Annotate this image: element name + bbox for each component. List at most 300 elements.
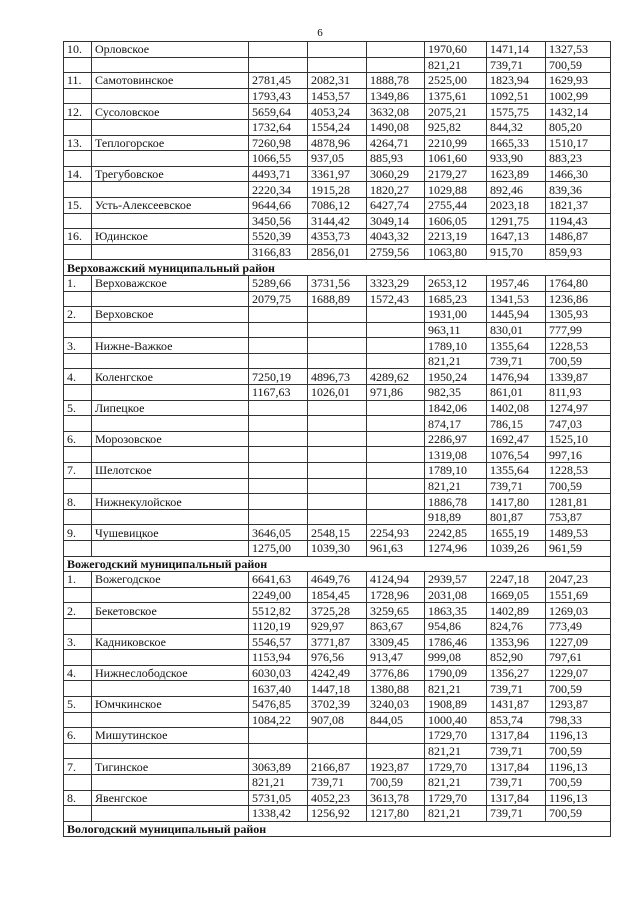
value-cell-6: 961,59 [546,541,611,557]
tariff-table [63,41,611,837]
settlement-name [92,385,249,401]
value-cell-5: 824,76 [487,618,546,634]
value-cell-5: 739,71 [487,57,546,73]
row-number: 7. [64,759,92,775]
value-cell-5: 1291,75 [487,213,546,229]
value-cell-6: 1236,86 [546,291,611,307]
table-row-secondary [64,119,611,135]
value-cell-3: 844,05 [367,712,425,728]
settlement-name: Нижнекулойское [92,494,249,510]
table-row [64,135,611,151]
value-cell-1: 1275,00 [249,541,308,557]
value-cell-6: 1629,93 [546,73,611,89]
value-cell-3 [367,353,425,369]
value-cell-5: 739,71 [487,743,546,759]
value-cell-5: 1623,89 [487,166,546,182]
value-cell-2 [308,431,367,447]
value-cell-6: 839,36 [546,182,611,198]
value-cell-6: 1489,53 [546,525,611,541]
value-cell-6: 777,99 [546,322,611,338]
value-cell-6: 1551,69 [546,587,611,603]
value-cell-1 [249,322,308,338]
value-cell-2: 1688,89 [308,291,367,307]
value-cell-4: 1970,60 [425,42,487,58]
value-cell-1: 1732,64 [249,119,308,135]
value-cell-2: 4649,76 [308,572,367,588]
row-number: 6. [64,431,92,447]
value-cell-5: 1476,94 [487,369,546,385]
value-cell-4: 918,89 [425,509,487,525]
value-cell-2: 7086,12 [308,197,367,213]
value-cell-6: 1821,37 [546,197,611,213]
value-cell-4: 2939,57 [425,572,487,588]
section-header-row [64,260,611,276]
row-number: 2. [64,307,92,323]
value-cell-4: 1375,61 [425,88,487,104]
row-number: 10. [64,42,92,58]
value-cell-6: 753,87 [546,509,611,525]
value-cell-6: 1194,43 [546,213,611,229]
value-cell-3: 1728,96 [367,587,425,603]
value-cell-3: 3259,65 [367,603,425,619]
value-cell-5: 1353,96 [487,634,546,650]
value-cell-4: 999,08 [425,650,487,666]
value-cell-5: 1445,94 [487,307,546,323]
value-cell-6: 1196,13 [546,790,611,806]
value-cell-4: 1908,89 [425,696,487,712]
value-cell-4: 1729,70 [425,790,487,806]
value-cell-3: 6427,74 [367,197,425,213]
table-row-secondary [64,681,611,697]
value-cell-6: 1510,17 [546,135,611,151]
value-cell-1 [249,509,308,525]
settlement-name [92,291,249,307]
value-cell-4: 1931,00 [425,307,487,323]
value-cell-3: 4043,32 [367,229,425,245]
value-cell-4: 1729,70 [425,759,487,775]
row-number: 13. [64,135,92,151]
value-cell-2: 3725,28 [308,603,367,619]
value-cell-6: 1196,13 [546,759,611,775]
value-cell-2: 3771,87 [308,634,367,650]
table-row-secondary [64,291,611,307]
value-cell-1: 2781,45 [249,73,308,89]
value-cell-5: 1317,84 [487,759,546,775]
value-cell-5: 844,32 [487,119,546,135]
table-row-secondary [64,213,611,229]
value-cell-4: 1029,88 [425,182,487,198]
row-number [64,322,92,338]
row-number [64,681,92,697]
value-cell-6: 700,59 [546,743,611,759]
value-cell-2: 2082,31 [308,73,367,89]
value-cell-4: 1786,46 [425,634,487,650]
value-cell-4: 1274,96 [425,541,487,557]
value-cell-2: 937,05 [308,151,367,167]
value-cell-3: 2759,56 [367,244,425,260]
value-cell-1: 3450,56 [249,213,308,229]
row-number [64,774,92,790]
value-cell-6: 700,59 [546,478,611,494]
table-row-secondary [64,416,611,432]
value-cell-4: 821,21 [425,353,487,369]
value-cell-1: 5476,85 [249,696,308,712]
value-cell-6: 1486,87 [546,229,611,245]
value-cell-5: 1669,05 [487,587,546,603]
settlement-name: Юмчкинское [92,696,249,712]
value-cell-4: 1790,09 [425,665,487,681]
value-cell-2: 976,56 [308,650,367,666]
table-row-secondary [64,447,611,463]
settlement-name [92,88,249,104]
settlement-name: Морозовское [92,431,249,447]
value-cell-4: 821,21 [425,743,487,759]
value-cell-3: 1217,80 [367,806,425,822]
value-cell-1: 6030,03 [249,665,308,681]
row-number: 8. [64,790,92,806]
value-cell-2 [308,42,367,58]
value-cell-3 [367,509,425,525]
value-cell-5: 2247,18 [487,572,546,588]
value-cell-5: 2023,18 [487,197,546,213]
value-cell-1 [249,338,308,354]
value-cell-4: 2210,99 [425,135,487,151]
value-cell-3: 4289,62 [367,369,425,385]
value-cell-2: 4878,96 [308,135,367,151]
row-number: 4. [64,665,92,681]
value-cell-4: 982,35 [425,385,487,401]
value-cell-6: 1281,81 [546,494,611,510]
value-cell-3: 1888,78 [367,73,425,89]
value-cell-2 [308,57,367,73]
value-cell-2: 3731,56 [308,275,367,291]
value-cell-4: 2179,27 [425,166,487,182]
settlement-name [92,57,249,73]
value-cell-3: 3049,14 [367,213,425,229]
table-row-secondary [64,88,611,104]
settlement-name [92,478,249,494]
value-cell-2 [308,478,367,494]
value-cell-2: 1026,01 [308,385,367,401]
value-cell-3: 4264,71 [367,135,425,151]
value-cell-1 [249,743,308,759]
table-row [64,463,611,479]
row-number: 11. [64,73,92,89]
value-cell-3: 700,59 [367,774,425,790]
row-number [64,587,92,603]
value-cell-6: 1432,14 [546,104,611,120]
row-number [64,291,92,307]
row-number [64,151,92,167]
table-row-secondary [64,353,611,369]
settlement-name: Самотовинское [92,73,249,89]
row-number: 4. [64,369,92,385]
value-cell-4: 1863,35 [425,603,487,619]
value-cell-3: 885,93 [367,151,425,167]
value-cell-3: 1380,88 [367,681,425,697]
value-cell-6: 773,49 [546,618,611,634]
table-row-secondary [64,587,611,603]
value-cell-5: 1355,64 [487,463,546,479]
value-cell-3 [367,307,425,323]
table-row [64,665,611,681]
value-cell-2: 3702,39 [308,696,367,712]
value-cell-5: 1471,14 [487,42,546,58]
value-cell-2: 4242,49 [308,665,367,681]
value-cell-6: 1327,53 [546,42,611,58]
value-cell-2 [308,338,367,354]
settlement-name: Шелотское [92,463,249,479]
settlement-name: Коленгское [92,369,249,385]
value-cell-4: 2755,44 [425,197,487,213]
row-number: 15. [64,197,92,213]
value-cell-2: 4052,23 [308,790,367,806]
settlement-name: Трегубовское [92,166,249,182]
value-cell-4: 1061,60 [425,151,487,167]
section-title: Вологодский муниципальный район [64,821,611,837]
value-cell-1 [249,400,308,416]
value-cell-2 [308,447,367,463]
value-cell-1 [249,431,308,447]
table-row-secondary [64,478,611,494]
row-number [64,806,92,822]
value-cell-4: 821,21 [425,478,487,494]
section-header-row [64,821,611,837]
value-cell-6: 1002,99 [546,88,611,104]
value-cell-6: 700,59 [546,681,611,697]
value-cell-5: 830,01 [487,322,546,338]
table-row-secondary [64,57,611,73]
section-title: Вожегодский муниципальный район [64,556,611,572]
value-cell-1: 1153,94 [249,650,308,666]
value-cell-4: 1319,08 [425,447,487,463]
value-cell-2: 1256,92 [308,806,367,822]
value-cell-2 [308,509,367,525]
table-row [64,338,611,354]
value-cell-1: 2249,00 [249,587,308,603]
row-number [64,447,92,463]
value-cell-5: 739,71 [487,353,546,369]
row-number [64,618,92,634]
settlement-name [92,541,249,557]
settlement-name [92,774,249,790]
value-cell-6: 797,61 [546,650,611,666]
value-cell-5: 1341,53 [487,291,546,307]
settlement-name [92,650,249,666]
table-row [64,790,611,806]
table-row-secondary [64,244,611,260]
value-cell-5: 852,90 [487,650,546,666]
settlement-name [92,119,249,135]
settlement-name [92,151,249,167]
table-row-secondary [64,712,611,728]
value-cell-3 [367,463,425,479]
table-row-secondary [64,322,611,338]
value-cell-3: 1490,08 [367,119,425,135]
value-cell-6: 1466,30 [546,166,611,182]
row-number: 14. [64,166,92,182]
value-cell-1: 7250,19 [249,369,308,385]
value-cell-3 [367,400,425,416]
value-cell-5: 1655,19 [487,525,546,541]
value-cell-1: 821,21 [249,774,308,790]
table-row-secondary [64,618,611,634]
value-cell-1: 7260,98 [249,135,308,151]
value-cell-6: 2047,23 [546,572,611,588]
value-cell-4: 1606,05 [425,213,487,229]
settlement-name [92,681,249,697]
value-cell-5: 1317,84 [487,728,546,744]
settlement-name [92,213,249,229]
row-number: 16. [64,229,92,245]
settlement-name [92,712,249,728]
settlement-name: Нижне-Важкое [92,338,249,354]
value-cell-6: 1229,07 [546,665,611,681]
value-cell-6: 1525,10 [546,431,611,447]
row-number [64,244,92,260]
row-number [64,509,92,525]
value-cell-2 [308,353,367,369]
settlement-name: Явенгское [92,790,249,806]
value-cell-3: 1923,87 [367,759,425,775]
value-cell-1: 5546,57 [249,634,308,650]
settlement-name [92,618,249,634]
table-row-secondary [64,151,611,167]
value-cell-1 [249,494,308,510]
row-number [64,541,92,557]
row-number: 3. [64,338,92,354]
value-cell-5: 1417,80 [487,494,546,510]
value-cell-1 [249,463,308,479]
table-row [64,275,611,291]
value-cell-1: 3063,89 [249,759,308,775]
value-cell-2: 739,71 [308,774,367,790]
value-cell-2 [308,416,367,432]
table-row [64,73,611,89]
value-cell-2: 907,08 [308,712,367,728]
value-cell-1 [249,416,308,432]
value-cell-4: 2031,08 [425,587,487,603]
value-cell-4: 1886,78 [425,494,487,510]
value-cell-2: 2856,01 [308,244,367,260]
row-number [64,712,92,728]
value-cell-5: 1076,54 [487,447,546,463]
value-cell-4: 1789,10 [425,463,487,479]
tariff-table-body [64,42,611,837]
value-cell-1: 5512,82 [249,603,308,619]
value-cell-3: 3060,29 [367,166,425,182]
value-cell-4: 1789,10 [425,338,487,354]
value-cell-6: 1339,87 [546,369,611,385]
value-cell-1: 5289,66 [249,275,308,291]
settlement-name: Сусоловское [92,104,249,120]
value-cell-5: 892,46 [487,182,546,198]
value-cell-3 [367,431,425,447]
value-cell-2: 1453,57 [308,88,367,104]
settlement-name [92,416,249,432]
settlement-name [92,353,249,369]
value-cell-5: 801,87 [487,509,546,525]
value-cell-1: 5659,64 [249,104,308,120]
value-cell-1 [249,728,308,744]
table-row [64,42,611,58]
row-number [64,416,92,432]
value-cell-6: 700,59 [546,806,611,822]
table-row-secondary [64,774,611,790]
row-number: 2. [64,603,92,619]
row-number: 8. [64,494,92,510]
value-cell-5: 1957,46 [487,275,546,291]
value-cell-1: 4493,71 [249,166,308,182]
value-cell-3: 863,67 [367,618,425,634]
value-cell-6: 700,59 [546,57,611,73]
value-cell-5: 1355,64 [487,338,546,354]
value-cell-6: 883,23 [546,151,611,167]
row-number [64,57,92,73]
table-row [64,307,611,323]
row-number: 12. [64,104,92,120]
value-cell-1: 1637,40 [249,681,308,697]
value-cell-1 [249,353,308,369]
settlement-name: Верховажское [92,275,249,291]
value-cell-5: 1575,75 [487,104,546,120]
value-cell-4: 874,17 [425,416,487,432]
table-row-secondary [64,509,611,525]
value-cell-5: 933,90 [487,151,546,167]
value-cell-2: 1915,28 [308,182,367,198]
settlement-name [92,743,249,759]
value-cell-4: 821,21 [425,681,487,697]
value-cell-3 [367,728,425,744]
value-cell-5: 1402,08 [487,400,546,416]
value-cell-1 [249,57,308,73]
value-cell-1: 1793,43 [249,88,308,104]
row-number: 5. [64,400,92,416]
row-number: 3. [64,634,92,650]
value-cell-3 [367,416,425,432]
value-cell-6: 1269,03 [546,603,611,619]
table-row [64,525,611,541]
settlement-name [92,244,249,260]
table-row [64,572,611,588]
value-cell-5: 1431,87 [487,696,546,712]
settlement-name: Тигинское [92,759,249,775]
value-cell-6: 798,33 [546,712,611,728]
value-cell-5: 1317,84 [487,790,546,806]
value-cell-6: 1196,13 [546,728,611,744]
value-cell-1 [249,478,308,494]
value-cell-4: 1685,23 [425,291,487,307]
value-cell-5: 861,01 [487,385,546,401]
value-cell-1: 3646,05 [249,525,308,541]
row-number: 7. [64,463,92,479]
value-cell-6: 1305,93 [546,307,611,323]
value-cell-2: 3361,97 [308,166,367,182]
value-cell-2 [308,322,367,338]
value-cell-5: 739,71 [487,806,546,822]
value-cell-6: 700,59 [546,353,611,369]
row-number [64,743,92,759]
settlement-name: Теплогорское [92,135,249,151]
value-cell-5: 1039,26 [487,541,546,557]
table-row [64,197,611,213]
value-cell-1: 9644,66 [249,197,308,213]
table-row [64,431,611,447]
value-cell-3: 913,47 [367,650,425,666]
value-cell-2 [308,463,367,479]
value-cell-5: 853,74 [487,712,546,728]
value-cell-3: 3632,08 [367,104,425,120]
